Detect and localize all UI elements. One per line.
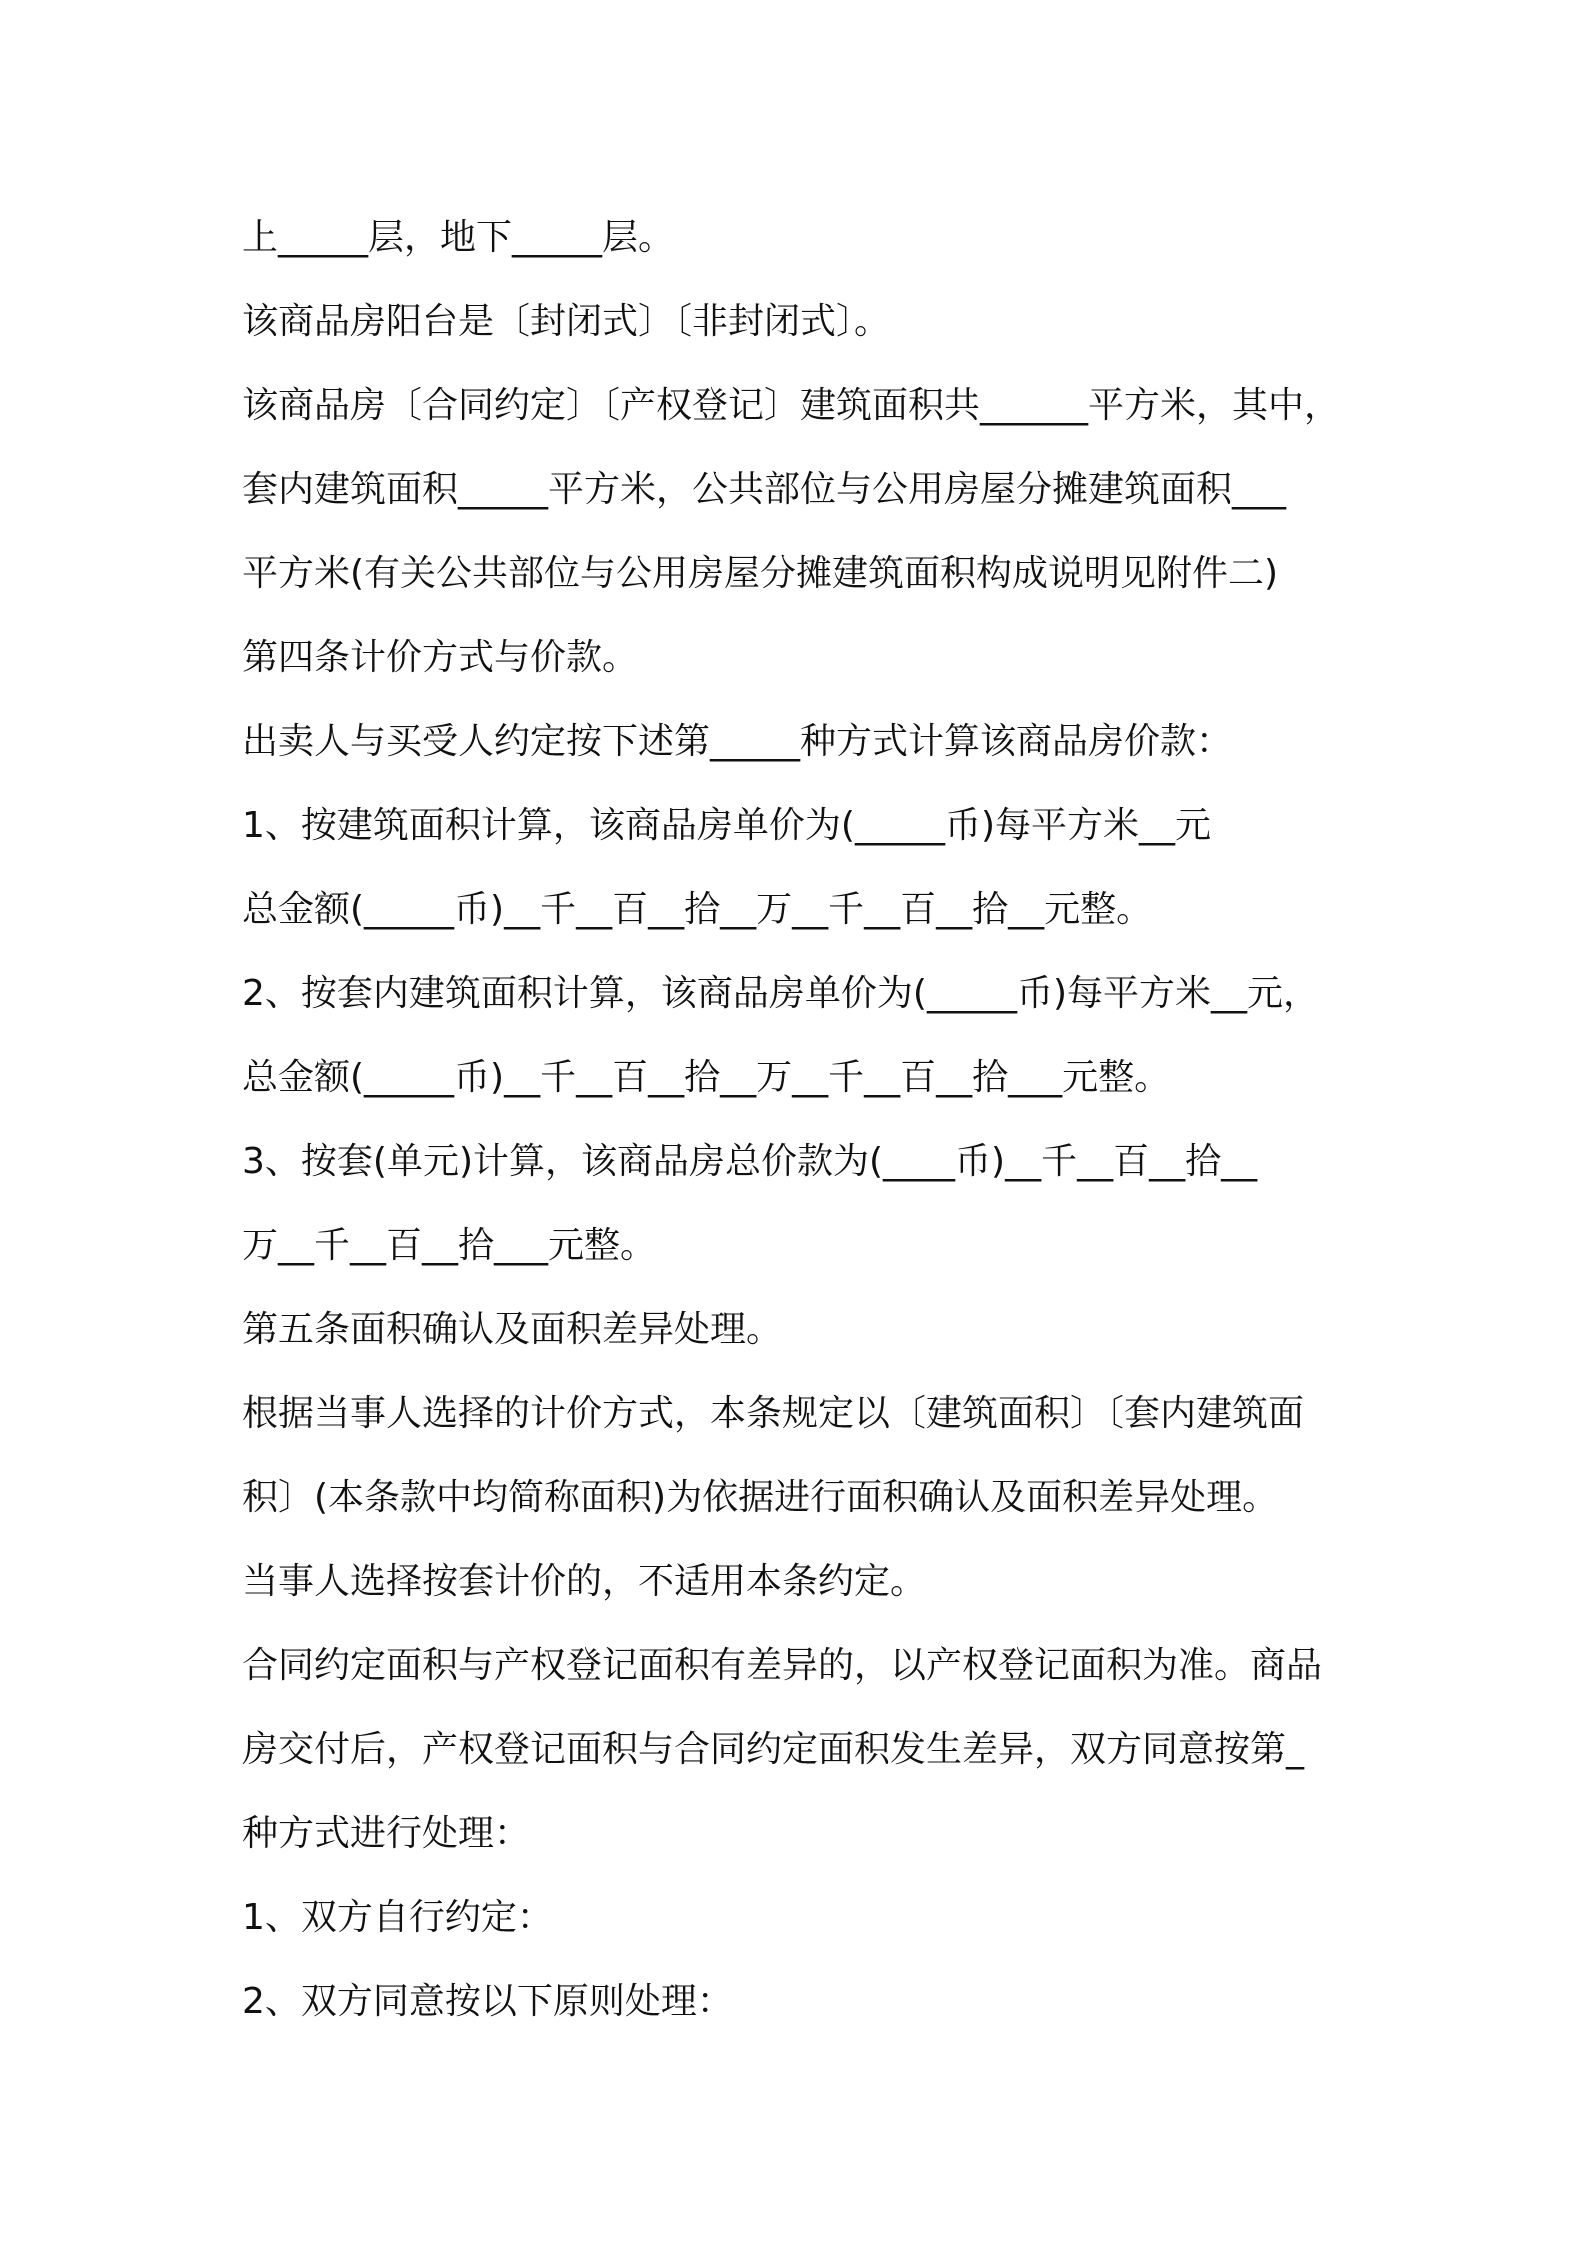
text-line: 积〕(本条款中均简称面积)为依据进行面积确认及面积差异处理。 — [242, 1477, 1279, 1518]
list-item: 3、按套(单元)计算，该商品房总价款为(____币)__千__百__拾__ — [242, 1141, 1258, 1182]
list-item: 2、双方同意按以下原则处理： — [242, 1981, 733, 2022]
text-line: 套内建筑面积_____平方米，公共部位与公用房屋分摊建筑面积___ — [242, 469, 1287, 510]
text-line: 种方式进行处理： — [242, 1813, 531, 1854]
text-line: 总金额(_____币)__千__百__拾__万__千__百__拾___元整。 — [242, 1057, 1171, 1098]
text-line: 该商品房阳台是〔封闭式〕〔非封闭式〕。 — [242, 301, 891, 342]
text-line: 根据当事人选择的计价方式，本条规定以〔建筑面积〕〔套内建筑面 — [242, 1393, 1305, 1434]
text-line: 当事人选择按套计价的，不适用本条约定。 — [242, 1561, 927, 1602]
text-line: 该商品房〔合同约定〕〔产权登记〕建筑面积共______平方米，其中， — [242, 385, 1341, 426]
document-body — [242, 196, 1362, 2044]
list-item: 1、双方自行约定： — [242, 1897, 553, 1938]
text-line: 合同约定面积与产权登记面积有差异的，以产权登记面积为准。商品 — [242, 1645, 1323, 1686]
text-line: 平方米(有关公共部位与公用房屋分摊建筑面积构成说明见附件二) — [242, 553, 1279, 594]
text-line: 总金额(_____币)__千__百__拾__万__千__百__拾__元整。 — [242, 889, 1153, 930]
text-line: 房交付后，产权登记面积与合同约定面积发生差异，双方同意按第_ — [242, 1729, 1305, 1770]
text-line: 出卖人与买受人约定按下述第_____种方式计算该商品房价款： — [242, 721, 1233, 762]
section-heading: 第五条面积确认及面积差异处理。 — [242, 1309, 783, 1350]
list-item: 2、按套内建筑面积计算，该商品房单价为(_____币)每平方米__元， — [242, 973, 1319, 1014]
text-line: 上_____层，地下_____层。 — [242, 217, 675, 258]
list-item: 1、按建筑面积计算，该商品房单价为(_____币)每平方米__元 — [242, 805, 1211, 846]
text-line: 万__千__百__拾___元整。 — [242, 1225, 657, 1266]
section-heading: 第四条计价方式与价款。 — [242, 637, 639, 678]
